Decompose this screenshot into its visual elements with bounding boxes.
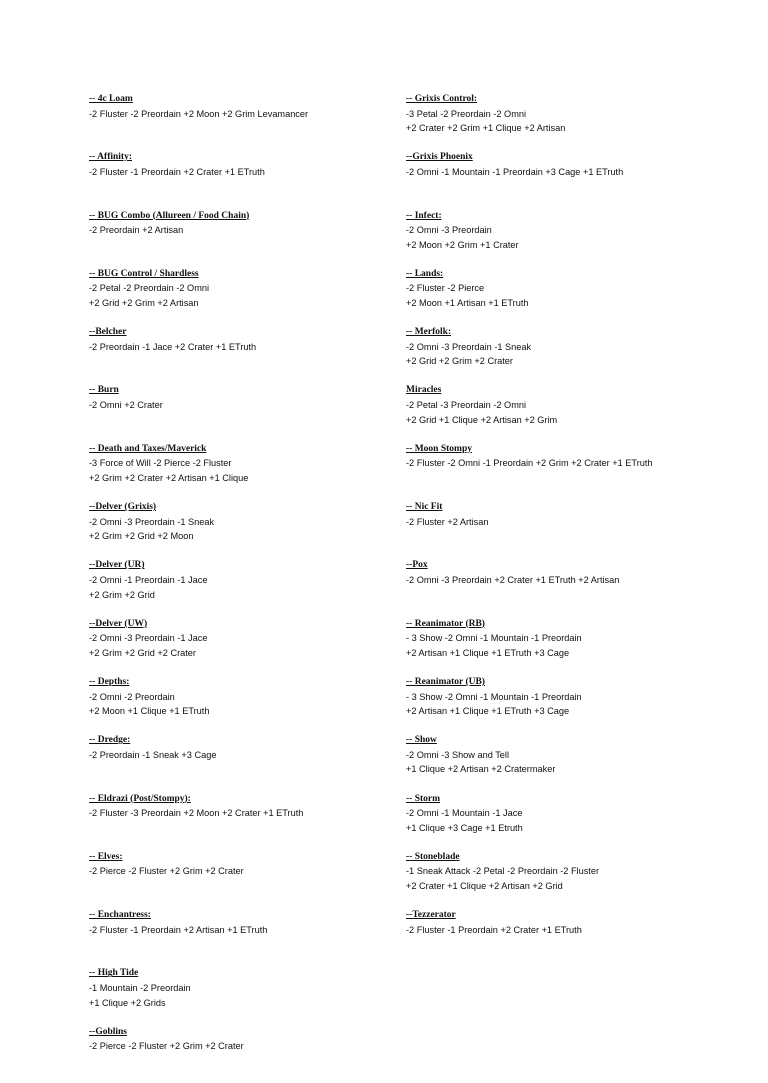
matchup-entry <box>406 558 746 616</box>
matchup-title: -- Elves: <box>89 851 123 862</box>
sideboard-line: -2 Omni -3 Preordain -1 Sneak <box>89 516 215 527</box>
sideboard-line: -2 Fluster +2 Artisan <box>406 516 489 527</box>
sideboard-line: -2 Omni -3 Preordain +2 Crater +1 ETruth +2 Artisan <box>406 574 620 585</box>
sideboard-line: -3 Force of Will -2 Pierce -2 Fluster <box>89 458 232 469</box>
right-column <box>406 92 746 966</box>
matchup-entry <box>406 383 746 441</box>
sideboard-line: -2 Omni -3 Preordain <box>406 225 492 236</box>
matchup-entry <box>406 92 746 150</box>
matchup-entry <box>406 617 746 675</box>
sideboard-line: +2 Grid +2 Grim +2 Artisan <box>89 298 199 309</box>
sideboard-line: +1 Clique +3 Cage +1 Etruth <box>406 822 523 833</box>
matchup-entry <box>89 675 389 733</box>
sideboard-line: - 3 Show -2 Omni -1 Mountain -1 Preordain <box>406 633 582 644</box>
matchup-entry <box>406 267 746 325</box>
matchup-entry <box>89 850 389 908</box>
matchup-title: --Delver (UR) <box>89 560 145 571</box>
matchup-entry <box>406 792 746 850</box>
matchup-title: --Belcher <box>89 327 127 338</box>
matchup-entry <box>89 267 389 325</box>
matchup-title: --Delver (Grixis) <box>89 502 157 513</box>
sideboard-line: -2 Fluster -1 Preordain +2 Crater +1 ETruth <box>406 924 582 935</box>
matchup-title: -- Nic Fit <box>406 502 443 513</box>
matchup-entry <box>89 325 389 383</box>
sideboard-line: +2 Grid +1 Clique +2 Artisan +2 Grim <box>406 414 558 425</box>
left-column <box>89 92 389 1083</box>
matchup-title: -- Affinity: <box>89 152 133 163</box>
sideboard-line: +2 Grim +2 Crater +2 Artisan +1 Clique <box>89 472 249 483</box>
matchup-entry <box>89 383 389 441</box>
matchup-entry <box>406 209 746 267</box>
matchup-entry <box>406 442 746 500</box>
matchup-title: -- High Tide <box>89 968 139 979</box>
matchup-entry <box>406 850 746 908</box>
matchup-entry <box>89 92 389 150</box>
sideboard-line: -2 Omni -1 Mountain -1 Preordain +3 Cage +1 ETruth <box>406 166 624 177</box>
sideboard-line: -2 Preordain +2 Artisan <box>89 225 184 236</box>
matchup-title: -- Eldrazi (Post/Stompy): <box>89 793 191 804</box>
sideboard-line: +2 Moon +1 Clique +1 ETruth <box>89 706 210 717</box>
sideboard-line: -2 Preordain -1 Jace +2 Crater +1 ETruth <box>89 341 257 352</box>
matchup-title: -- Burn <box>89 385 119 396</box>
sideboard-line: -2 Omni +2 Crater <box>89 400 163 411</box>
sideboard-line: -2 Fluster -3 Preordain +2 Moon +2 Crater +1 ETruth <box>89 808 304 819</box>
sideboard-line: -2 Petal -3 Preordain -2 Omni <box>406 400 526 411</box>
matchup-entry <box>406 500 746 558</box>
matchup-title: -- Moon Stompy <box>406 443 472 454</box>
matchup-title: -- Enchantress: <box>89 910 151 921</box>
matchup-entry <box>89 209 389 267</box>
sideboard-line: - 3 Show -2 Omni -1 Mountain -1 Preordain <box>406 691 582 702</box>
matchup-entry <box>406 150 746 208</box>
matchup-entry <box>406 325 746 383</box>
sideboard-line: -2 Omni -3 Show and Tell <box>406 749 509 760</box>
sideboard-line: -2 Preordain -1 Sneak +3 Cage <box>89 749 217 760</box>
sideboard-line: -2 Omni -1 Mountain -1 Jace <box>406 808 523 819</box>
sideboard-line: +1 Clique +2 Artisan +2 Cratermaker <box>406 764 556 775</box>
matchup-title: -- Reanimator (UB) <box>406 676 485 687</box>
sideboard-line: +2 Moon +2 Grim +1 Crater <box>406 239 519 250</box>
sideboard-line: +2 Grim +2 Grid <box>89 589 155 600</box>
sideboard-line: -2 Fluster -2 Preordain +2 Moon +2 Grim Levamancer <box>89 108 309 119</box>
matchup-entry <box>89 1025 389 1083</box>
sideboard-line: +2 Grim +2 Grid +2 Crater <box>89 647 196 658</box>
sideboard-line: -2 Fluster -2 Omni -1 Preordain +2 Grim +2 Crater +1 ETruth <box>406 458 653 469</box>
matchup-title: -- Merfolk: <box>406 327 452 338</box>
matchup-title: --Delver (UW) <box>89 618 148 629</box>
sideboard-line: +2 Artisan +1 Clique +1 ETruth +3 Cage <box>406 647 570 658</box>
sideboard-line: -2 Omni -2 Preordain <box>89 691 175 702</box>
sideboard-line: -2 Omni -3 Preordain -1 Sneak <box>406 341 532 352</box>
sideboard-line: +2 Moon +1 Artisan +1 ETruth <box>406 298 529 309</box>
matchup-entry <box>89 558 389 616</box>
sideboard-line: -2 Fluster -1 Preordain +2 Artisan +1 ETruth <box>89 924 268 935</box>
matchup-entry <box>406 675 746 733</box>
sideboard-line: +2 Artisan +1 Clique +1 ETruth +3 Cage <box>406 706 570 717</box>
sideboard-line: -2 Pierce -2 Fluster +2 Grim +2 Crater <box>89 866 244 877</box>
sideboard-line: +1 Clique +2 Grids <box>89 997 166 1008</box>
matchup-title: Miracles <box>406 385 442 396</box>
matchup-title: -- Storm <box>406 793 441 804</box>
matchup-title: -- Show <box>406 735 437 746</box>
sideboard-line: -3 Petal -2 Preordain -2 Omni <box>406 108 526 119</box>
matchup-title: --Tezzerator <box>406 910 456 921</box>
sideboard-line: +2 Grid +2 Grim +2 Crater <box>406 356 513 367</box>
matchup-title: -- Grixis Control: <box>406 94 478 104</box>
sideboard-line: -2 Fluster -1 Preordain +2 Crater +1 ETruth <box>89 166 265 177</box>
matchup-entry <box>89 500 389 558</box>
matchup-title: -- Stoneblade <box>406 851 460 862</box>
matchup-entry <box>89 617 389 675</box>
matchup-title: -- Lands: <box>406 268 444 279</box>
sideboard-line: -1 Sneak Attack -2 Petal -2 Preordain -2 Fluster <box>406 866 600 877</box>
matchup-title: -- Depths: <box>89 676 130 687</box>
sideboard-line: -2 Petal -2 Preordain -2 Omni <box>89 283 209 294</box>
matchup-title: --Pox <box>406 560 428 571</box>
sideboard-line: +2 Crater +2 Grim +1 Clique +2 Artisan <box>406 123 566 134</box>
matchup-title: -- 4c Loam <box>89 94 133 104</box>
matchup-title: --Goblins <box>89 1026 128 1037</box>
matchup-title: --Grixis Phoenix <box>406 152 473 163</box>
sideboard-line: +2 Crater +1 Clique +2 Artisan +2 Grid <box>406 881 563 892</box>
matchup-title: -- BUG Control / Shardless <box>89 268 199 279</box>
matchup-entry <box>406 733 746 791</box>
matchup-entry <box>406 908 746 966</box>
matchup-title: -- BUG Combo (Allureen / Food Chain) <box>89 210 250 221</box>
sideboard-line: -1 Mountain -2 Preordain <box>89 983 191 994</box>
matchup-title: -- Dredge: <box>89 735 131 746</box>
matchup-title: -- Infect: <box>406 210 442 221</box>
matchup-entry <box>89 792 389 850</box>
matchup-entry <box>89 150 389 208</box>
matchup-title: -- Death and Taxes/Maverick <box>89 443 207 454</box>
sideboard-line: -2 Omni -3 Preordain -1 Jace <box>89 633 208 644</box>
matchup-entry <box>89 908 389 966</box>
matchup-entry <box>89 966 389 1024</box>
sideboard-line: -2 Pierce -2 Fluster +2 Grim +2 Crater <box>89 1041 244 1052</box>
sideboard-line: -2 Fluster -2 Pierce <box>406 283 485 294</box>
matchup-entry <box>89 733 389 791</box>
sideboard-line: +2 Grim +2 Grid +2 Moon <box>89 531 194 542</box>
matchup-entry <box>89 442 389 500</box>
matchup-title: -- Reanimator (RB) <box>406 618 485 629</box>
sideboard-line: -2 Omni -1 Preordain -1 Jace <box>89 574 208 585</box>
